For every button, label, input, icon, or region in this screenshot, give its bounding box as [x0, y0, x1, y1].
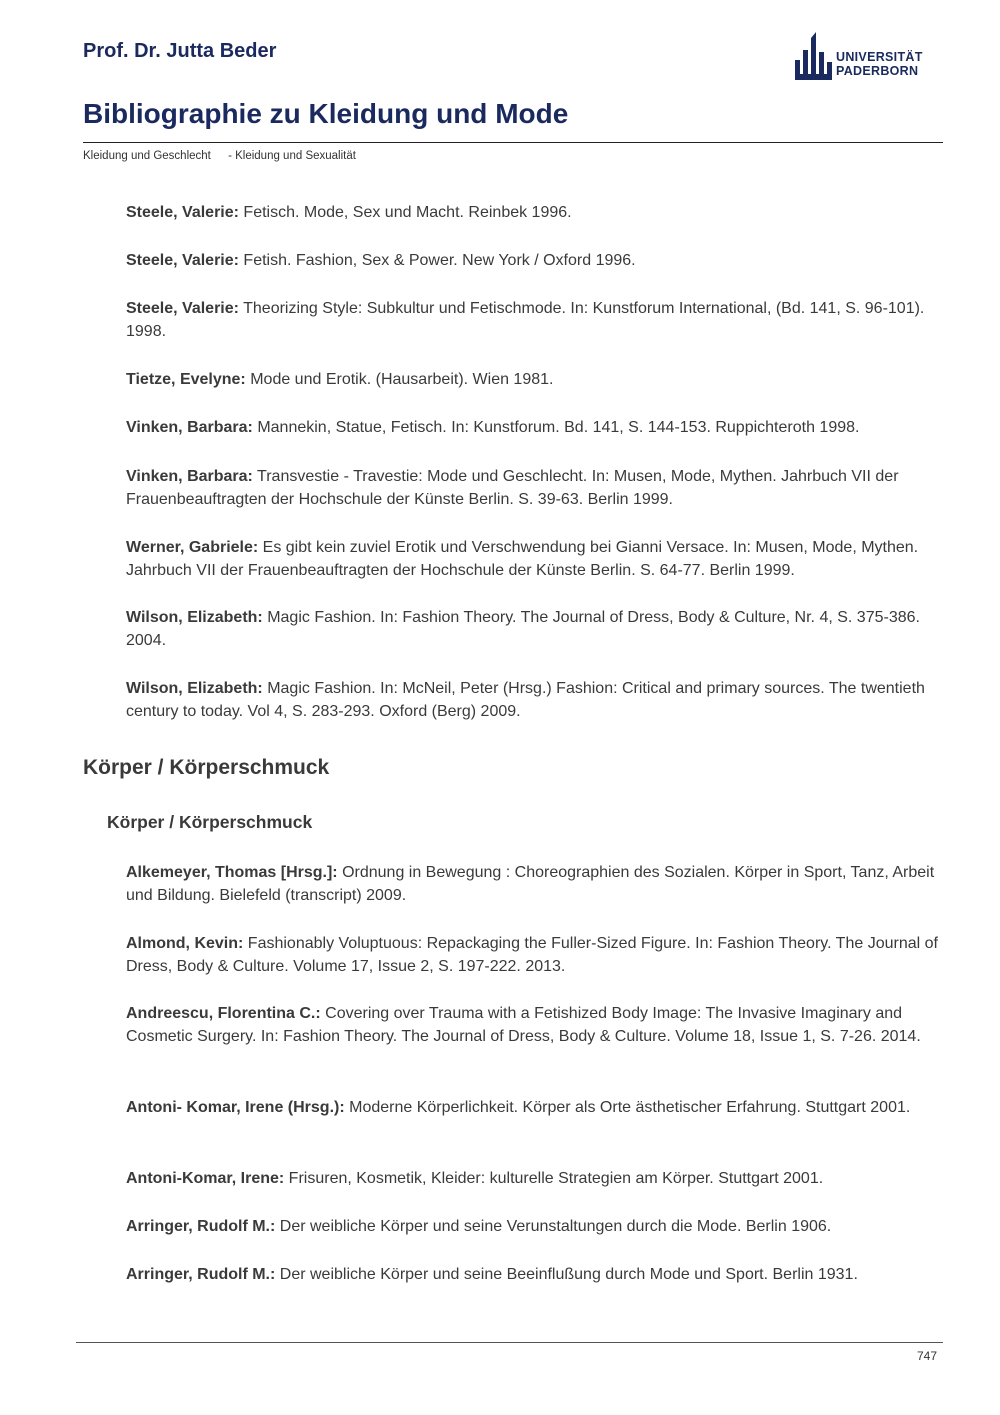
bibliography-entry: [126, 465, 938, 511]
bibliography-entry: [126, 536, 938, 582]
entry-text: Magic Fashion. In: Fashion Theory. The Journal of Dress, Body & Culture, Nr. 4, S. 375-386. 2004.: [126, 609, 920, 649]
bibliography-entry: [126, 606, 938, 652]
university-logo-icon: [793, 30, 833, 82]
entry-author: Vinken, Barbara:: [126, 468, 253, 485]
entry-author: Wilson, Elizabeth:: [126, 680, 263, 697]
breadcrumb-item: Kleidung und Geschlecht: [83, 150, 211, 162]
entry-text: Der weibliche Körper und seine Beeinflußung durch Mode und Sport. Berlin 1931.: [275, 1266, 858, 1283]
author-name: Prof. Dr. Jutta Beder: [83, 40, 277, 62]
entry-author: Vinken, Barbara:: [126, 419, 253, 436]
bibliography-entry: [126, 297, 938, 343]
entry-text: Der weibliche Körper und seine Verunstaltungen durch die Mode. Berlin 1906.: [275, 1218, 832, 1235]
entry-author: Steele, Valerie:: [126, 300, 239, 317]
entry-text: Magic Fashion. In: McNeil, Peter (Hrsg.) Fashion: Critical and primary sources. The twentieth century to today. Vol 4, S. 283-293. Oxford (Berg) 2009.: [126, 680, 925, 720]
logo-text: [836, 50, 923, 78]
entry-text: Mannekin, Statue, Fetisch. In: Kunstforum. Bd. 141, S. 144-153. Ruppichteroth 1998.: [252, 419, 860, 436]
entry-author: Alkemeyer, Thomas [Hrsg.]:: [126, 864, 338, 881]
bibliography-entry: [126, 1167, 938, 1190]
bibliography-entry: [126, 1002, 938, 1048]
entry-text: Fashionably Voluptuous: Repackaging the Fuller-Sized Figure. In: Fashion Theory. The Journal of Dress, Body & Culture. Volume 17, Issue 2, S. 197-222. 2013.: [126, 935, 938, 975]
bibliography-entry: [126, 201, 938, 224]
entry-text: Es gibt kein zuviel Erotik und Verschwendung bei Gianni Versace. In: Musen, Mode, Mythen. Jahrbuch VII der Frauenbeauftragten der Hochschule der Künste Berlin. S. 64-77. Berlin 1999.: [126, 539, 919, 579]
entry-text: Ordnung in Bewegung : Choreographien des Sozialen. Körper in Sport, Tanz, Arbeit und Bildung. Bielefeld (transcript) 2009.: [126, 864, 935, 904]
entry-author: Tietze, Evelyne:: [126, 371, 246, 388]
entry-author: Antoni-Komar, Irene:: [126, 1170, 285, 1187]
entry-text: Transvestie - Travestie: Mode und Geschlecht. In: Musen, Mode, Mythen. Jahrbuch VII der Frauenbeauftragten der Hochschule der Künste Berlin. S. 39-63. Berlin 1999.: [126, 468, 899, 508]
entry-author: Wilson, Elizabeth:: [126, 609, 263, 626]
subsection-heading: Körper / Körperschmuck: [107, 812, 313, 832]
title-divider: [83, 142, 943, 143]
entry-author: Steele, Valerie:: [126, 252, 239, 269]
entry-text: Fetisch. Mode, Sex und Macht. Reinbek 1996.: [238, 204, 572, 221]
entry-text: Frisuren, Kosmetik, Kleider: kulturelle Strategien am Körper. Stuttgart 2001.: [284, 1170, 824, 1187]
university-logo: [793, 30, 943, 82]
entry-text: Mode und Erotik. (Hausarbeit). Wien 1981.: [245, 371, 554, 388]
entry-author: Almond, Kevin:: [126, 935, 244, 952]
entry-author: Antoni- Komar, Irene (Hrsg.):: [126, 1099, 345, 1116]
entry-author: Arringer, Rudolf M.:: [126, 1266, 276, 1283]
bibliography-entry: [126, 368, 938, 391]
entry-text: Covering over Trauma with a Fetishized Body Image: The Invasive Imaginary and Cosmetic Surgery. In: Fashion Theory. The Journal of Dress, Body & Culture. Volume 18, Issue 1, S. 7-26. 2014.: [126, 1005, 921, 1045]
logo-line-1: UNIVERSITÄT: [836, 50, 923, 64]
page-number: 747: [916, 1349, 937, 1363]
breadcrumb: [83, 150, 356, 162]
section-heading: Körper / Körperschmuck: [83, 756, 330, 779]
document-title: Bibliographie zu Kleidung und Mode: [83, 98, 569, 129]
bibliography-entry: [126, 861, 938, 907]
entry-text: Fetish. Fashion, Sex & Power. New York / Oxford 1996.: [238, 252, 636, 269]
bibliography-entry: [126, 249, 938, 272]
entry-author: Arringer, Rudolf M.:: [126, 1218, 276, 1235]
bibliography-entry: [126, 1096, 938, 1119]
bibliography-entry: [126, 416, 938, 439]
breadcrumb-item: - Kleidung und Sexualität: [228, 150, 356, 162]
entry-author: Andreescu, Florentina C.:: [126, 1005, 321, 1022]
footer-divider: [76, 1342, 943, 1343]
entry-author: Steele, Valerie:: [126, 204, 239, 221]
entry-author: Werner, Gabriele:: [126, 539, 259, 556]
entry-text: Theorizing Style: Subkultur und Fetischmode. In: Kunstforum International, (Bd. 141, S. 96-101). 1998.: [126, 300, 925, 340]
bibliography-entry: [126, 677, 938, 723]
logo-line-2: PADERBORN: [836, 64, 919, 78]
bibliography-entry: [126, 932, 938, 978]
bibliography-entry: [126, 1215, 938, 1238]
bibliography-entry: [126, 1263, 938, 1286]
entry-text: Moderne Körperlichkeit. Körper als Orte ästhetischer Erfahrung. Stuttgart 2001.: [344, 1099, 911, 1116]
